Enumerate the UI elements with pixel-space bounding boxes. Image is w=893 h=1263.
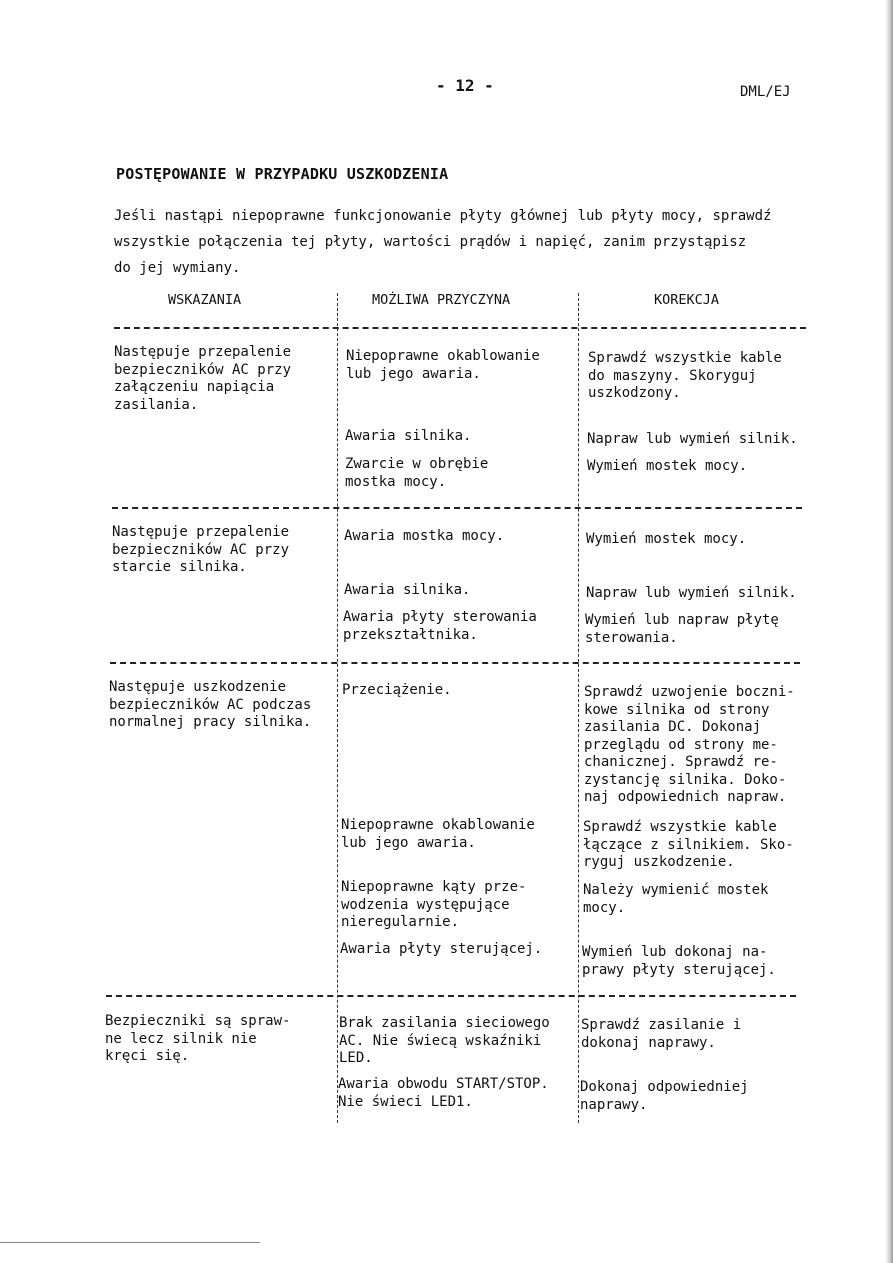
document-code: DML/EJ — [740, 84, 791, 100]
column-header-correction: KOREKCJA — [654, 292, 720, 308]
cause-cell: Awaria mostka mocy. — [344, 528, 505, 544]
column-divider — [337, 293, 338, 1123]
cause-cell: Awaria płyty sterowania przekształtnika. — [343, 609, 537, 643]
correction-cell: Napraw lub wymień silnik. — [586, 585, 797, 601]
correction-cell: Sprawdź zasilanie i dokonaj naprawy. — [581, 1017, 742, 1051]
table-separator — [114, 327, 806, 329]
table-separator — [112, 507, 802, 509]
table-separator — [106, 995, 796, 997]
cause-cell: Niepoprawne okablowanie lub jego awaria. — [341, 817, 535, 851]
correction-cell: Dokonaj odpowiedniej naprawy. — [580, 1079, 749, 1113]
cause-cell: Awaria silnika. — [344, 582, 471, 598]
column-header-possible-cause: MOŻLIWA PRZYCZYNA — [372, 292, 511, 308]
correction-cell: Wymień mostek mocy. — [586, 531, 747, 547]
intro-paragraph: Jeśli nastąpi niepoprawne funkcjonowanie płyty głównej lub płyty mocy, sprawdź wszystkie połączenia tej płyty, wartości prądów i napięć, zanim przystąpisz do jej wymiany. — [114, 208, 772, 276]
cause-cell: Awaria obwodu START/STOP. Nie świeci LED1. — [338, 1076, 549, 1110]
indication-cell: Bezpieczniki są spraw- ne lecz silnik nie kręci się. — [105, 1013, 291, 1064]
indication-cell: Następuje przepalenie bezpieczników AC przy starcie silnika. — [112, 524, 290, 575]
cause-cell: Brak zasilania sieciowego AC. Nie świecą wskaźniki LED. — [339, 1015, 550, 1066]
correction-cell: Należy wymienić mostek mocy. — [583, 882, 769, 916]
cause-cell: Zwarcie w obrębie mostka mocy. — [345, 456, 489, 490]
indication-cell: Następuje przepalenie bezpieczników AC przy załączeniu napiącia zasilania. — [114, 344, 292, 413]
cause-cell: Przeciążenie. — [342, 682, 452, 698]
scan-edge-line — [0, 1242, 260, 1243]
cause-cell: Niepoprawne okablowanie lub jego awaria. — [346, 348, 540, 382]
column-header-indications: WSKAZANIA — [168, 292, 242, 308]
column-divider — [578, 293, 579, 1123]
cause-cell: Awaria silnika. — [345, 428, 472, 444]
table-separator — [110, 662, 800, 664]
indication-cell: Następuje uszkodzenie bezpieczników AC podczas normalnej pracy silnika. — [109, 679, 312, 730]
correction-cell: Sprawdź uzwojenie boczni- kowe silnika od strony zasilania DC. Dokonaj przeglądu od strony me- chanicznej. Sprawdź re- zystancję silnika. Doko- naj odpowiednich napraw. — [584, 684, 795, 805]
scan-binding-shadow — [885, 0, 893, 1263]
correction-cell: Wymień lub napraw płytę sterowania. — [585, 612, 779, 646]
cause-cell: Awaria płyty sterującej. — [340, 941, 543, 957]
correction-cell: Wymień mostek mocy. — [587, 458, 748, 474]
correction-cell: Sprawdź wszystkie kable do maszyny. Skoryguj uszkodzony. — [588, 350, 782, 401]
correction-cell: Napraw lub wymień silnik. — [587, 431, 798, 447]
correction-cell: Sprawdź wszystkie kable łączące z silnikiem. Sko- ryguj uszkodzenie. — [583, 819, 794, 870]
section-title: POSTĘPOWANIE W PRZYPADKU USZKODZENIA — [116, 165, 449, 183]
page-number: - 12 - — [436, 76, 494, 95]
correction-cell: Wymień lub dokonaj na- prawy płyty sterującej. — [582, 944, 776, 978]
cause-cell: Niepoprawne kąty prze- wodzenia występujące nieregularnie. — [341, 879, 527, 930]
